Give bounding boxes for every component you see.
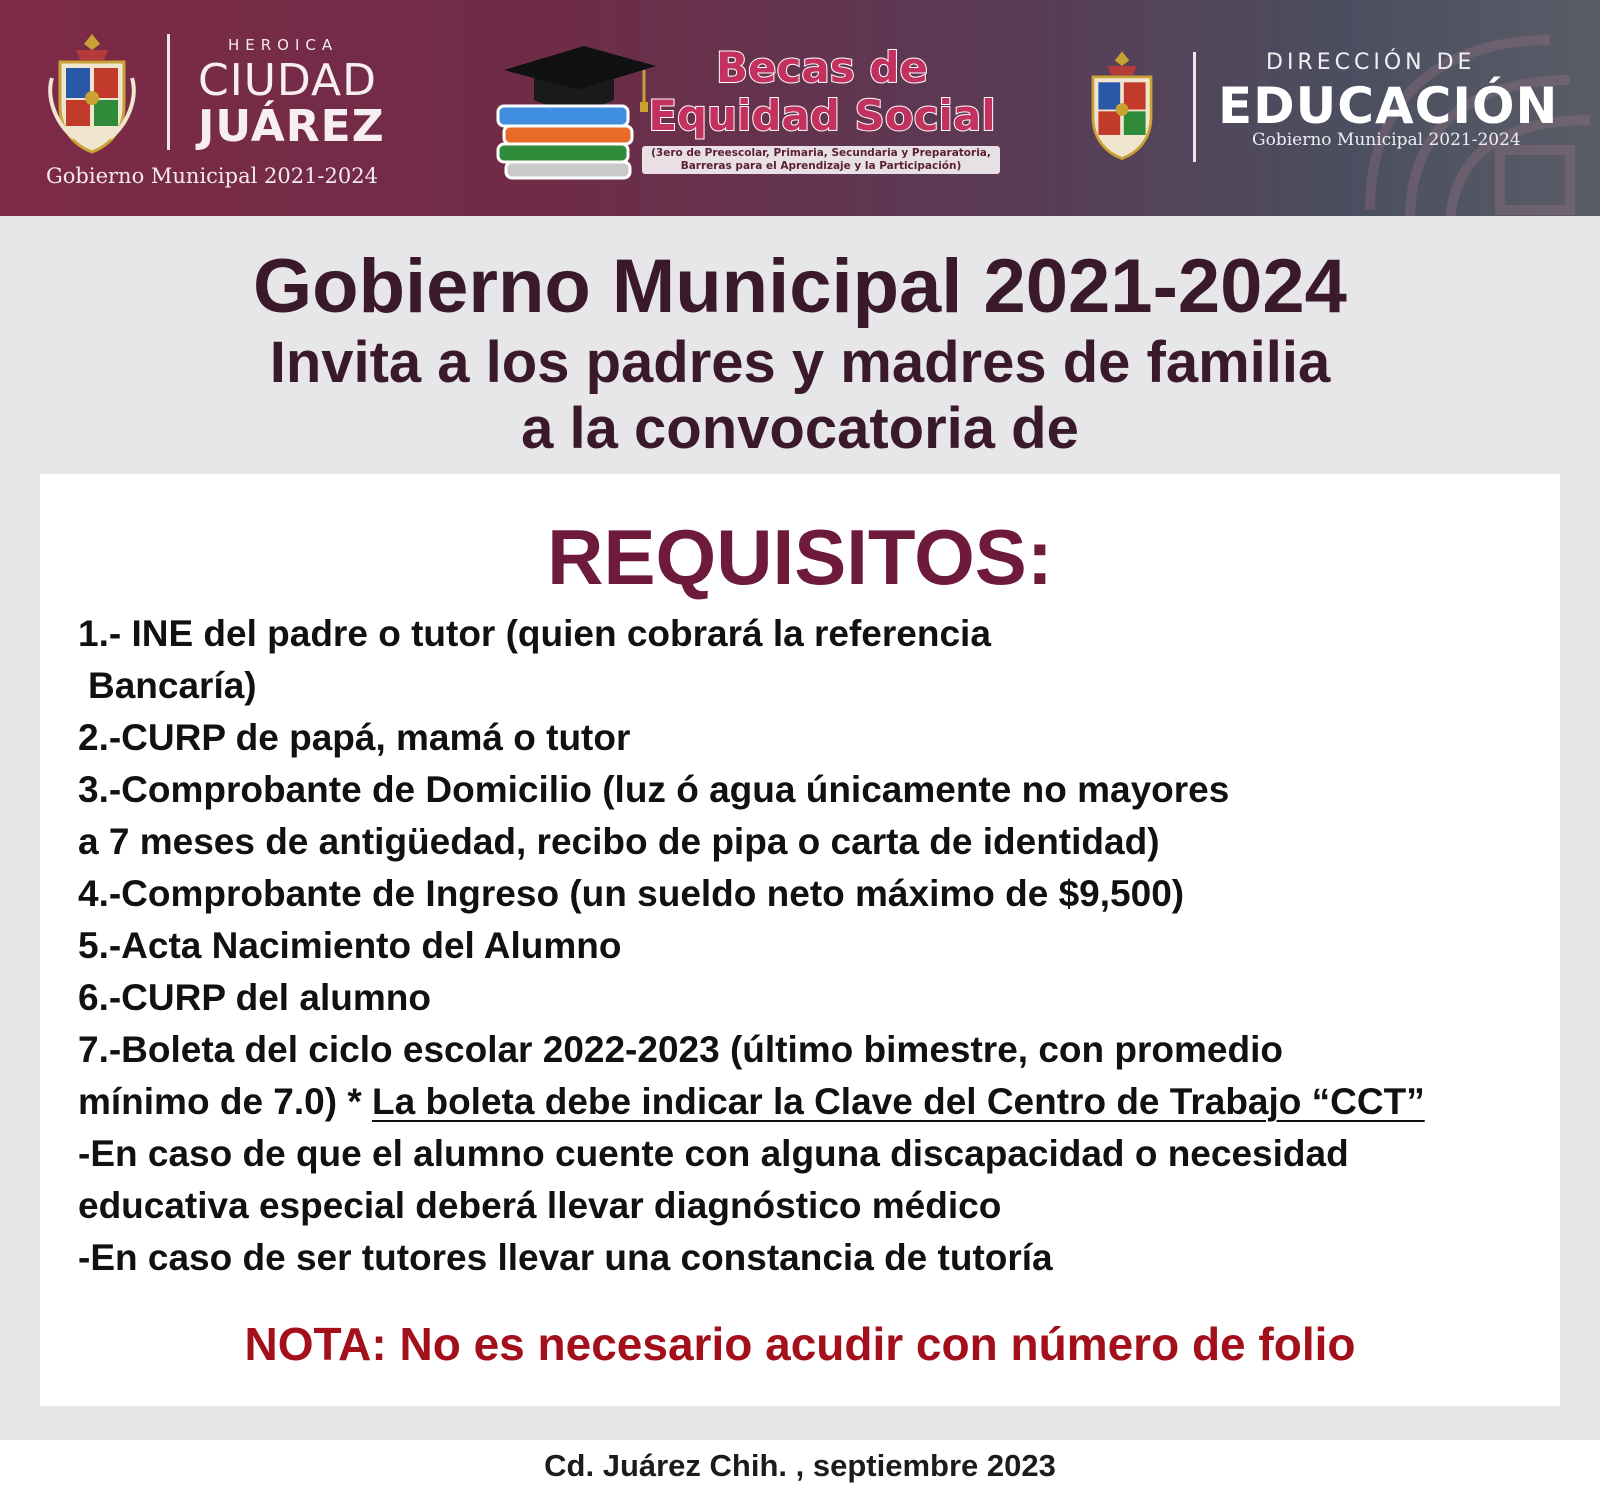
note-text: NOTA: No es necesario acudir con número de folio xyxy=(244,1318,1356,1370)
graduation-books-icon xyxy=(494,40,664,182)
becas-subtitle-line2: Barreras para el Aprendizaje y la Participación) xyxy=(680,160,962,172)
requirements-heading: REQUISITOS: xyxy=(547,513,1053,601)
becas-title xyxy=(644,44,1000,140)
education-coat-of-arms-icon xyxy=(1080,46,1164,164)
invitation-text xyxy=(0,330,1600,462)
becas-title-line2: Equidad Social xyxy=(648,91,996,140)
requirement-line: 2.-CURP de papá, mamá o tutor xyxy=(78,717,631,758)
logo-divider xyxy=(1193,52,1196,162)
requirements-list xyxy=(78,608,1538,1284)
requirement-line: 7.-Boleta del ciclo escolar 2022-2023 (último bimestre, con promedio xyxy=(78,1029,1283,1070)
footer-location-date: Cd. Juárez Chih. , septiembre 2023 xyxy=(544,1448,1056,1483)
requirement-line: -En caso de ser tutores llevar una constancia de tutoría xyxy=(78,1237,1053,1278)
invitation-line2: a la convocatoria de xyxy=(521,396,1079,461)
city-coat-of-arms-icon xyxy=(46,28,138,158)
page-title: Gobierno Municipal 2021-2024 xyxy=(253,244,1347,329)
requirement-line: 6.-CURP del alumno xyxy=(78,977,431,1018)
requirement-line: 4.-Comprobante de Ingreso (un sueldo neto máximo de $9,500) xyxy=(78,873,1185,914)
educacion-label: EDUCACIÓN xyxy=(1218,77,1559,135)
becas-subtitle xyxy=(642,146,1000,174)
boleta-cct-note: La boleta debe indicar la Clave del Centro de Trabajo “CCT” xyxy=(372,1081,1425,1122)
requirement-line-boleta xyxy=(78,1076,1538,1128)
heroica-label: HEROICA xyxy=(228,36,339,54)
direccion-label: DIRECCIÓN DE xyxy=(1266,50,1476,75)
boleta-prefix: mínimo de 7.0) * xyxy=(78,1081,373,1122)
requirement-line: a 7 meses de antigüedad, recibo de pipa o carta de identidad) xyxy=(78,821,1160,862)
requirement-line: educativa especial deberá llevar diagnóstico médico xyxy=(78,1185,1002,1226)
becas-title-line1: Becas de xyxy=(716,43,928,92)
right-gobierno-label: Gobierno Municipal 2021-2024 xyxy=(1252,130,1521,150)
becas-subtitle-line1: (3ero de Preescolar, Primaria, Secundaria y Preparatoria, xyxy=(651,147,991,159)
header-banner xyxy=(0,0,1600,216)
ciudad-label: CIUDAD xyxy=(198,55,377,106)
left-gobierno-label: Gobierno Municipal 2021-2024 xyxy=(46,164,378,188)
requirement-line: -En caso de que el alumno cuente con alguna discapacidad o necesidad xyxy=(78,1133,1349,1174)
invitation-line1: Invita a los padres y madres de familia xyxy=(269,330,1331,395)
juarez-label: JUÁREZ xyxy=(198,101,385,152)
requirement-line: 3.-Comprobante de Domicilio (luz ó agua únicamente no mayores xyxy=(78,769,1230,810)
requirement-line: 5.-Acta Nacimiento del Alumno xyxy=(78,925,622,966)
requirement-line: Bancaría) xyxy=(88,665,257,706)
requirement-line: 1.- INE del padre o tutor (quien cobrará la referencia xyxy=(78,613,991,654)
logo-divider xyxy=(167,34,170,150)
